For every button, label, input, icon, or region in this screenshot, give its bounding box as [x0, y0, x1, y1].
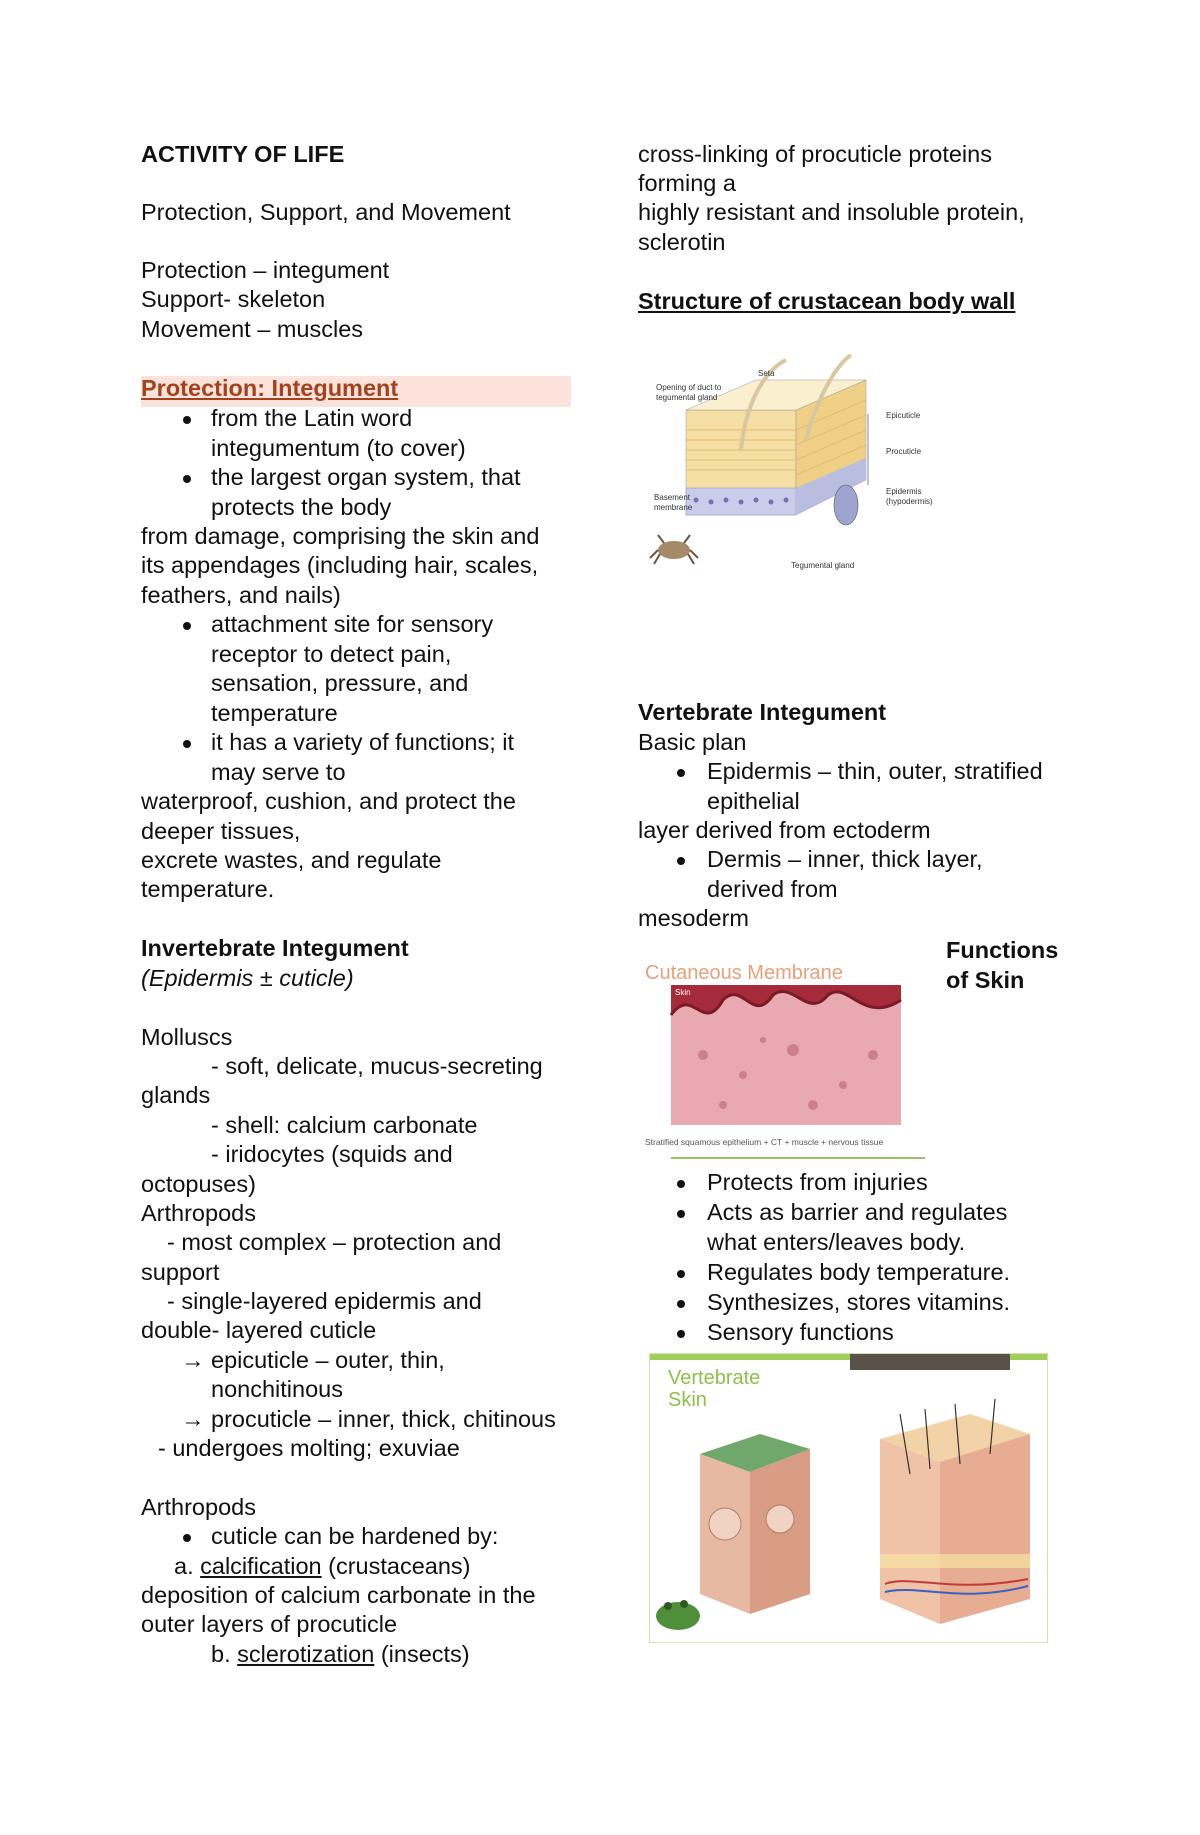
- function-item: Synthesizes, stores vitamins.: [707, 1289, 1010, 1315]
- text-line: forming a: [638, 170, 736, 196]
- text-line: epicuticle – outer, thin,: [211, 1347, 445, 1373]
- bullet-icon: [677, 857, 685, 865]
- function-item: Sensory functions: [707, 1319, 894, 1345]
- fig1-epidermis-label: (hypodermis): [886, 497, 933, 506]
- text-line: b. sclerotization (insects): [211, 1641, 470, 1667]
- text-line: temperature.: [141, 876, 275, 902]
- text-line: glands: [141, 1082, 211, 1108]
- frog-icon: [656, 1600, 700, 1630]
- text-line: layer derived from ectoderm: [638, 817, 931, 843]
- text-line: attachment site for sensory: [211, 611, 494, 637]
- vertebrate-heading: Vertebrate Integument: [638, 699, 887, 725]
- text-line: cuticle can be hardened by:: [211, 1523, 499, 1549]
- text-line: deposition of calcium carbonate in the: [141, 1582, 536, 1608]
- text-line: Dermis – inner, thick layer,: [707, 846, 983, 872]
- fig1-procuticle-label: Procuticle: [886, 447, 922, 456]
- doc-subtitle: Protection, Support, and Movement: [141, 199, 511, 225]
- text-line: from the Latin word: [211, 405, 413, 431]
- bullet-icon: [677, 1180, 685, 1188]
- fig1-epidermis-label: Epidermis: [886, 487, 922, 496]
- bullet-icon: [677, 1210, 685, 1218]
- text-line: highly resistant and insoluble protein,: [638, 199, 1025, 225]
- pair-line: Movement – muscles: [141, 316, 364, 342]
- doc-title: ACTIVITY OF LIFE: [141, 141, 345, 167]
- function-item: what enters/leaves body.: [707, 1229, 966, 1255]
- text-line: feathers, and nails): [141, 582, 341, 608]
- text-line: - undergoes molting; exuviae: [158, 1435, 460, 1461]
- bullet-icon: [677, 1330, 685, 1338]
- text-line: - most complex – protection and: [167, 1229, 502, 1255]
- bullet-icon: [183, 622, 191, 630]
- text-line: Molluscs: [141, 1024, 233, 1050]
- function-item: Regulates body temperature.: [707, 1259, 1011, 1285]
- text-line: sensation, pressure, and: [211, 670, 469, 696]
- crab-icon: [650, 535, 698, 564]
- bullet-icon: [677, 1300, 685, 1308]
- functions-heading: Functions: [946, 937, 1059, 963]
- text-line: Arthropods: [141, 1494, 256, 1520]
- fig1-basement-label: Basement: [654, 493, 691, 502]
- arrow-icon: →: [181, 1347, 205, 1373]
- fig1-opening-label: Opening of duct to: [656, 383, 722, 392]
- text-line: procuticle – inner, thick, chitinous: [211, 1406, 556, 1432]
- text-line: - shell: calcium carbonate: [211, 1112, 478, 1138]
- text-line: excrete wastes, and regulate: [141, 847, 442, 873]
- fig1-opening-label: tegumental gland: [656, 393, 718, 402]
- text-line: temperature: [211, 700, 338, 726]
- bullet-icon: [677, 769, 685, 777]
- vertebrate-skin-figure: [649, 1353, 1048, 1643]
- pair-line: Protection – integument: [141, 257, 390, 283]
- text-line: its appendages (including hair, scales,: [141, 552, 539, 578]
- fig2-title: Cutaneous Membrane: [645, 962, 843, 984]
- bullet-icon: [183, 1534, 191, 1542]
- text-line: Arthropods: [141, 1200, 256, 1226]
- fig3-title: Skin: [668, 1389, 707, 1411]
- text-line: deeper tissues,: [141, 818, 301, 844]
- function-item: Acts as barrier and regulates: [707, 1199, 1008, 1225]
- function-item: Protects from injuries: [707, 1169, 928, 1195]
- fig3-title: Vertebrate: [668, 1367, 761, 1389]
- text-line: it has a variety of functions; it: [211, 729, 515, 755]
- text-line: protects the body: [211, 494, 392, 520]
- fig2-caption: Stratified squamous epithelium + CT + muscle + nervous tissue: [645, 1137, 884, 1147]
- fig1-epicuticle-label: Epicuticle: [886, 411, 921, 420]
- pair-line: Support- skeleton: [141, 286, 326, 312]
- cutaneous-figure: [643, 955, 933, 1165]
- sclerotization-term: sclerotization: [237, 1641, 375, 1667]
- text-line: Basic plan: [638, 729, 747, 755]
- text-line: waterproof, cushion, and protect the: [141, 788, 516, 814]
- functions-heading: of Skin: [946, 967, 1025, 993]
- text-line: - soft, delicate, mucus-secreting: [211, 1053, 543, 1079]
- text-line: sclerotin: [638, 229, 726, 255]
- text-line: - single-layered epidermis and: [167, 1288, 482, 1314]
- invertebrate-heading: Invertebrate Integument: [141, 935, 409, 961]
- text-line: from damage, comprising the skin and: [141, 523, 540, 549]
- calcification-term: calcification: [200, 1553, 322, 1579]
- arrow-icon: →: [181, 1406, 205, 1432]
- text-line: may serve to: [211, 759, 346, 785]
- bullet-icon: [183, 416, 191, 424]
- fig1-basement-label: membrane: [654, 503, 693, 512]
- text-line: support: [141, 1259, 220, 1285]
- text-line: - iridocytes (squids and: [211, 1141, 453, 1167]
- text-line: receptor to detect pain,: [211, 641, 452, 667]
- section-heading: Protection: Integument: [141, 375, 399, 401]
- text-line: epithelial: [707, 788, 800, 814]
- text-line: cross-linking of procuticle proteins: [638, 141, 992, 167]
- text-line: octopuses): [141, 1171, 256, 1197]
- fig1-seta-label: Seta: [758, 369, 775, 378]
- text-line: double- layered cuticle: [141, 1317, 377, 1343]
- text-line: derived from: [707, 876, 838, 902]
- fig1-gland-label: Tegumental gland: [791, 561, 855, 570]
- text-line: nonchitinous: [211, 1376, 343, 1402]
- invertebrate-subheading: (Epidermis ± cuticle): [141, 965, 354, 991]
- bullet-icon: [183, 740, 191, 748]
- text-line: the largest organ system, that: [211, 464, 521, 490]
- text-line: a. calcification (crustaceans): [174, 1553, 471, 1579]
- text-line: integumentum (to cover): [211, 435, 466, 461]
- bullet-icon: [183, 475, 191, 483]
- text-line: Epidermis – thin, outer, stratified: [707, 758, 1043, 784]
- crustacean-figure: [646, 340, 964, 585]
- fig2-skin-label: Skin: [675, 988, 691, 997]
- text-line: outer layers of procuticle: [141, 1611, 398, 1637]
- bullet-icon: [677, 1270, 685, 1278]
- text-line: mesoderm: [638, 905, 750, 931]
- crustacean-heading: Structure of crustacean body wall: [638, 288, 1016, 314]
